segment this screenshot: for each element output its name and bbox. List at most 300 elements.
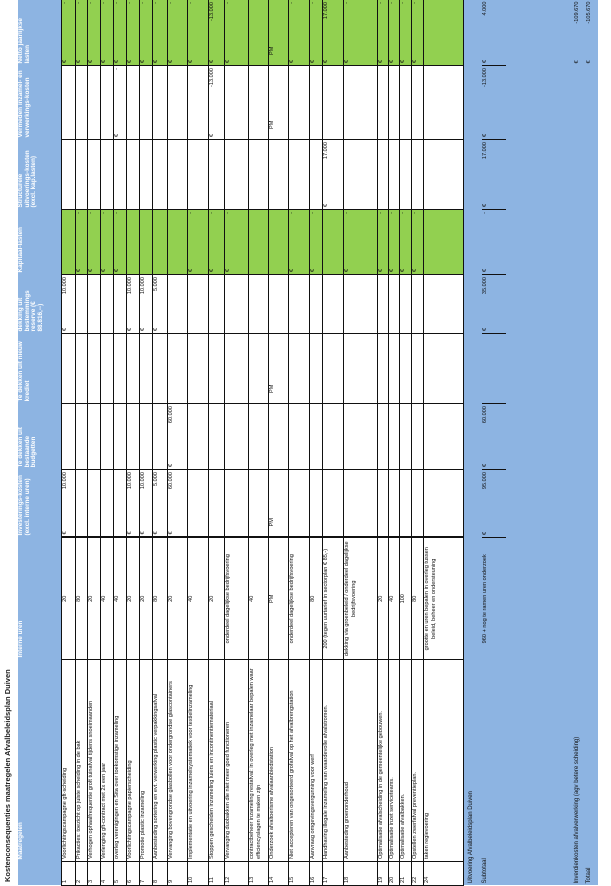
structural-costs-cell bbox=[389, 140, 400, 210]
measure-number: 22 bbox=[412, 862, 424, 886]
net-annual-cell bbox=[389, 0, 400, 66]
reserve-cell bbox=[114, 275, 127, 334]
money-value bbox=[378, 212, 385, 272]
subtotal-row bbox=[482, 0, 506, 886]
reserve-cell bbox=[127, 275, 140, 334]
money-value bbox=[62, 472, 69, 535]
existing-budget-cell bbox=[289, 404, 310, 470]
investment-cell bbox=[378, 470, 389, 538]
reserve-cell bbox=[424, 275, 464, 334]
table-row bbox=[140, 0, 153, 886]
measure-label: Voorlichtingscampagne papierscheiding bbox=[127, 660, 140, 862]
internal-hours: onderdeel dagelijkse bedrijfsvoering bbox=[225, 538, 249, 660]
measure-number: 10 bbox=[188, 862, 209, 886]
table-row bbox=[101, 0, 114, 886]
reserve-cell bbox=[400, 275, 412, 334]
currency-symbol: € bbox=[481, 463, 488, 467]
avoided-costs-cell bbox=[153, 66, 168, 140]
page-title: Kostenconsequenties maatregelen Afvalbeleidsplan Duiven bbox=[3, 669, 12, 882]
currency-symbol: € bbox=[400, 59, 406, 63]
currency-symbol: € bbox=[76, 59, 82, 63]
net-annual-cell bbox=[412, 0, 424, 66]
capital-charges-cell bbox=[76, 210, 88, 275]
avoided-costs-cell bbox=[88, 66, 101, 140]
amount: 60.000 bbox=[168, 406, 174, 424]
capital-charges-cell bbox=[140, 210, 153, 275]
table-row bbox=[424, 0, 464, 886]
measure-number: 12 bbox=[225, 862, 249, 886]
avoided-costs-cell bbox=[378, 66, 389, 140]
internal-hours: 80 bbox=[412, 538, 424, 660]
money-value bbox=[412, 2, 419, 63]
amount: -13.000 bbox=[209, 68, 215, 87]
currency-symbol: € bbox=[127, 531, 133, 535]
table-row bbox=[249, 0, 269, 886]
amount: -13.000 bbox=[481, 68, 488, 87]
avoided-costs-cell bbox=[127, 66, 140, 140]
money-value bbox=[482, 472, 489, 535]
table-row bbox=[153, 0, 168, 886]
structural-costs-cell bbox=[424, 140, 464, 210]
internal-hours: 40 bbox=[114, 538, 127, 660]
table-row bbox=[310, 0, 323, 886]
currency-symbol: € bbox=[168, 531, 174, 535]
existing-budget-cell bbox=[400, 404, 412, 470]
internal-hours: 40 bbox=[249, 538, 269, 660]
total-net bbox=[586, 0, 598, 66]
existing-budget-cell bbox=[378, 404, 389, 470]
currency-symbol: € bbox=[412, 268, 418, 272]
new-credit-cell bbox=[310, 334, 323, 404]
new-credit-cell bbox=[188, 334, 209, 404]
capital-charges-cell bbox=[127, 210, 140, 275]
subtotal-existing-budget bbox=[482, 404, 506, 470]
table-row bbox=[389, 0, 400, 886]
measure-label: taken regievoering bbox=[424, 660, 464, 862]
reserve-cell bbox=[378, 275, 389, 334]
avoided-costs-cell bbox=[225, 66, 249, 140]
currency-symbol: € bbox=[88, 268, 94, 272]
amount: - bbox=[225, 212, 231, 214]
currency-symbol: € bbox=[412, 59, 418, 63]
measure-label: Stoppen gescheiden inzameling luiers en incontinentiemateriaal bbox=[209, 660, 225, 862]
money-value bbox=[168, 472, 175, 535]
money-value bbox=[76, 212, 83, 272]
capital-charges-cell bbox=[344, 210, 378, 275]
money-value bbox=[153, 472, 160, 535]
internal-hours: 80 bbox=[153, 538, 168, 660]
pm-value: PM bbox=[269, 384, 275, 393]
amount: - bbox=[225, 2, 231, 4]
total-row bbox=[586, 0, 598, 886]
structural-costs-cell bbox=[127, 140, 140, 210]
net-annual-cell bbox=[209, 0, 225, 66]
subtotal-structural-costs bbox=[482, 140, 506, 210]
subtotal-net-annual bbox=[482, 0, 506, 66]
amount: - bbox=[400, 2, 406, 4]
measure-label: Vervanging duobakken die niet meer goed functioneren bbox=[225, 660, 249, 862]
internal-hours: 20 bbox=[378, 538, 389, 660]
net-annual-cell bbox=[168, 0, 188, 66]
measure-label: Niet accepteren van ongesorteerd grofafval op het afvalbrengstation bbox=[289, 660, 310, 862]
reserve-cell bbox=[323, 275, 344, 334]
avoided-costs-cell bbox=[400, 66, 412, 140]
money-value bbox=[323, 142, 330, 207]
table-row bbox=[400, 0, 412, 886]
net-annual-cell bbox=[140, 0, 153, 66]
avoided-costs-cell bbox=[140, 66, 153, 140]
measure-label: Opstellen zwerfafval preventieplan. bbox=[412, 660, 424, 862]
net-annual-cell bbox=[101, 0, 114, 66]
net-annual-cell bbox=[269, 0, 289, 66]
currency-symbol: € bbox=[101, 268, 107, 272]
existing-budget-cell bbox=[412, 404, 424, 470]
money-value bbox=[378, 2, 385, 63]
header-row bbox=[18, 0, 62, 886]
new-credit-cell bbox=[344, 334, 378, 404]
new-credit-cell bbox=[225, 334, 249, 404]
structural-costs-cell bbox=[249, 140, 269, 210]
amount: - bbox=[310, 2, 316, 4]
internal-hours: grootte en uren bepalen in overleg tussen beleid, beheer en ondersteuning bbox=[424, 538, 464, 660]
table-row bbox=[344, 0, 378, 886]
money-value bbox=[574, 2, 581, 64]
capital-charges-cell bbox=[249, 210, 269, 275]
amount: - bbox=[344, 2, 350, 4]
amount: - bbox=[114, 212, 120, 214]
money-value bbox=[344, 2, 351, 63]
amount: - bbox=[400, 212, 406, 214]
existing-budget-cell bbox=[88, 404, 101, 470]
subtotal-investment bbox=[482, 470, 506, 538]
currency-symbol: € bbox=[573, 60, 580, 64]
inverdien-row bbox=[574, 0, 586, 886]
net-annual-cell bbox=[424, 0, 464, 66]
amount: 17.000 bbox=[323, 2, 329, 20]
avoided-costs-cell bbox=[310, 66, 323, 140]
structural-costs-cell bbox=[188, 140, 209, 210]
reserve-cell bbox=[310, 275, 323, 334]
money-value bbox=[62, 2, 69, 63]
measure-number: 19 bbox=[378, 862, 389, 886]
money-value bbox=[153, 277, 160, 331]
new-credit-cell bbox=[88, 334, 101, 404]
net-annual-cell bbox=[225, 0, 249, 66]
money-value bbox=[225, 2, 232, 63]
table-row bbox=[269, 0, 289, 886]
existing-budget-cell bbox=[127, 404, 140, 470]
amount: - bbox=[289, 212, 295, 214]
amount: - bbox=[378, 212, 384, 214]
internal-hours: 200 (tegen uurtarief in sectorplan € 85,-) bbox=[323, 538, 344, 660]
table-row bbox=[88, 0, 101, 886]
internal-hours: onderdeel dagelijkse bedrijfsvoering bbox=[289, 538, 310, 660]
measure-number: 16 bbox=[310, 862, 323, 886]
inverdien-net bbox=[574, 0, 586, 66]
amount: - bbox=[153, 2, 159, 4]
currency-symbol: € bbox=[310, 59, 316, 63]
net-annual-cell bbox=[153, 0, 168, 66]
structural-costs-cell bbox=[323, 140, 344, 210]
measure-number: 8 bbox=[153, 862, 168, 886]
new-credit-cell bbox=[389, 334, 400, 404]
net-annual-cell bbox=[88, 0, 101, 66]
money-value bbox=[289, 212, 296, 272]
amount: 60.000 bbox=[481, 406, 488, 424]
currency-symbol: € bbox=[140, 531, 146, 535]
currency-symbol: € bbox=[62, 327, 68, 331]
currency-symbol: € bbox=[225, 59, 231, 63]
currency-symbol: € bbox=[114, 268, 120, 272]
capital-charges-cell bbox=[289, 210, 310, 275]
net-annual-cell bbox=[344, 0, 378, 66]
amount: 5.000 bbox=[153, 277, 159, 291]
net-annual-cell bbox=[289, 0, 310, 66]
amount: 4.000 bbox=[481, 1, 488, 16]
currency-symbol: € bbox=[344, 268, 350, 272]
new-credit-cell bbox=[114, 334, 127, 404]
structural-costs-cell bbox=[344, 140, 378, 210]
currency-symbol: € bbox=[140, 327, 146, 331]
table-row bbox=[114, 0, 127, 886]
existing-budget-cell bbox=[389, 404, 400, 470]
reserve-cell bbox=[62, 275, 76, 334]
footer-title: Uitvoering Afvalbeleidsplan Duiven bbox=[464, 0, 482, 886]
amount: - bbox=[378, 2, 384, 4]
reserve-cell bbox=[188, 275, 209, 334]
column-header: dekking uit bestemmings reserve (€ 88.816,--) bbox=[18, 275, 62, 334]
amount: - bbox=[389, 2, 395, 4]
amount: 10.000 bbox=[140, 472, 146, 490]
currency-symbol: € bbox=[62, 59, 68, 63]
amount: 5.000 bbox=[153, 472, 159, 486]
measure-number: 1 bbox=[62, 862, 76, 886]
amount: 10.000 bbox=[127, 277, 133, 295]
investment-cell bbox=[225, 470, 249, 538]
internal-hours: 20 bbox=[127, 538, 140, 660]
investment-cell bbox=[168, 470, 188, 538]
currency-symbol: € bbox=[378, 268, 384, 272]
currency-symbol: € bbox=[481, 59, 488, 63]
money-value bbox=[482, 406, 489, 467]
money-value bbox=[482, 68, 489, 137]
investment-cell bbox=[400, 470, 412, 538]
new-credit-cell bbox=[424, 334, 464, 404]
money-value bbox=[400, 212, 407, 272]
currency-symbol: € bbox=[127, 327, 133, 331]
internal-hours: 100 bbox=[400, 538, 412, 660]
new-credit-cell bbox=[153, 334, 168, 404]
amount: 10.000 bbox=[127, 472, 133, 490]
measure-label: Handhaving illegale inzameling van waardevolle afvalstromen. bbox=[323, 660, 344, 862]
capital-charges-cell bbox=[153, 210, 168, 275]
investment-cell bbox=[412, 470, 424, 538]
currency-symbol: € bbox=[101, 59, 107, 63]
amount: - bbox=[114, 2, 120, 4]
money-value bbox=[323, 2, 330, 63]
amount: -13.000 bbox=[209, 2, 215, 21]
money-value bbox=[127, 277, 134, 331]
amount: - bbox=[289, 2, 295, 4]
money-value bbox=[389, 2, 396, 63]
new-credit-cell bbox=[140, 334, 153, 404]
avoided-costs-cell bbox=[289, 66, 310, 140]
reserve-cell bbox=[88, 275, 101, 334]
avoided-costs-cell bbox=[209, 66, 225, 140]
money-value bbox=[140, 2, 147, 63]
pm-value: PM bbox=[269, 120, 275, 129]
currency-symbol: € bbox=[209, 59, 215, 63]
existing-budget-cell bbox=[101, 404, 114, 470]
internal-hours: 80 bbox=[310, 538, 323, 660]
reserve-cell bbox=[153, 275, 168, 334]
reserve-cell bbox=[269, 275, 289, 334]
table-row bbox=[323, 0, 344, 886]
investment-cell bbox=[209, 470, 225, 538]
new-credit-cell bbox=[62, 334, 76, 404]
structural-costs-cell bbox=[209, 140, 225, 210]
reserve-cell bbox=[389, 275, 400, 334]
measure-label: Verlenging gft-contract met 2x een jaar bbox=[101, 660, 114, 862]
money-value bbox=[76, 2, 83, 63]
money-value bbox=[114, 68, 121, 137]
pm-value: PM bbox=[269, 518, 275, 527]
structural-costs-cell bbox=[289, 140, 310, 210]
capital-charges-cell bbox=[225, 210, 249, 275]
money-value bbox=[412, 212, 419, 272]
measure-label: Voorlichtingscampagne gft-scheiding bbox=[62, 660, 76, 862]
money-value bbox=[188, 2, 195, 63]
structural-costs-cell bbox=[76, 140, 88, 210]
currency-symbol: € bbox=[188, 268, 194, 272]
money-value bbox=[62, 277, 69, 331]
structural-costs-cell bbox=[101, 140, 114, 210]
new-credit-cell bbox=[400, 334, 412, 404]
currency-symbol: € bbox=[209, 133, 215, 137]
existing-budget-cell bbox=[209, 404, 225, 470]
investment-cell bbox=[62, 470, 76, 538]
money-value bbox=[209, 2, 216, 63]
avoided-costs-cell bbox=[62, 66, 76, 140]
measure-label: Optimalisatie inzet serviceteams. bbox=[389, 660, 400, 862]
net-annual-cell bbox=[62, 0, 76, 66]
currency-symbol: € bbox=[389, 268, 395, 272]
structural-costs-cell bbox=[114, 140, 127, 210]
currency-symbol: € bbox=[114, 133, 120, 137]
structural-costs-cell bbox=[62, 140, 76, 210]
internal-hours: 20 bbox=[209, 538, 225, 660]
net-annual-cell bbox=[310, 0, 323, 66]
measure-label: Aanbesteding sortering en evt. verwerking plastic verpakkingsafval bbox=[153, 660, 168, 862]
measure-number: 24 bbox=[424, 862, 464, 886]
investment-cell bbox=[249, 470, 269, 538]
capital-charges-cell bbox=[389, 210, 400, 275]
investment-cell bbox=[424, 470, 464, 538]
spacer bbox=[506, 0, 574, 886]
structural-costs-cell bbox=[140, 140, 153, 210]
currency-symbol: € bbox=[389, 59, 395, 63]
existing-budget-cell bbox=[140, 404, 153, 470]
measure-label: Optimalisatie afvalscheiding in de gemeentelijke gebouwen. bbox=[378, 660, 389, 862]
investment-cell bbox=[323, 470, 344, 538]
measure-label: overleg verenigingen en Sita over toekomstige inzameling bbox=[114, 660, 127, 862]
currency-symbol: € bbox=[481, 133, 488, 137]
amount: -105.670 bbox=[585, 1, 592, 24]
new-credit-cell bbox=[378, 334, 389, 404]
new-credit-cell bbox=[289, 334, 310, 404]
reserve-cell bbox=[344, 275, 378, 334]
subtotal-reserve bbox=[482, 275, 506, 334]
currency-symbol: € bbox=[153, 327, 159, 331]
existing-budget-cell bbox=[153, 404, 168, 470]
existing-budget-cell bbox=[249, 404, 269, 470]
spacer-row bbox=[506, 0, 574, 886]
amount: - bbox=[168, 2, 174, 4]
internal-hours: dekking via groenbeleid / onderdeel dagelijkse bedrijfsvoering bbox=[344, 538, 378, 660]
measure-number: 11 bbox=[209, 862, 225, 886]
new-credit-cell bbox=[249, 334, 269, 404]
existing-budget-cell bbox=[62, 404, 76, 470]
amount: - bbox=[310, 212, 316, 214]
measure-number: 4 bbox=[101, 862, 114, 886]
measure-number: 15 bbox=[289, 862, 310, 886]
measure-number: 14 bbox=[269, 862, 289, 886]
internal-hours: PM bbox=[269, 538, 289, 660]
amount: - bbox=[188, 2, 194, 4]
amount: - bbox=[62, 2, 68, 4]
internal-hours: 40 bbox=[389, 538, 400, 660]
money-value bbox=[88, 2, 95, 63]
net-annual-cell bbox=[188, 0, 209, 66]
measure-label: Implementatie en uitvoering inzamelsystematiek voor textielinzameling bbox=[188, 660, 209, 862]
money-value bbox=[88, 212, 95, 272]
capital-charges-cell bbox=[188, 210, 209, 275]
internal-hours: 20 bbox=[62, 538, 76, 660]
currency-symbol: € bbox=[481, 327, 488, 331]
measure-label: Onderzoek afvaltoerisme afvalaanbiedstation bbox=[269, 660, 289, 862]
table-row bbox=[412, 0, 424, 886]
measure-number: 6 bbox=[127, 862, 140, 886]
table-row bbox=[209, 0, 225, 886]
amount: - bbox=[88, 2, 94, 4]
column-header: Te dekken uit nieuw krediet bbox=[18, 334, 62, 404]
currency-symbol: € bbox=[127, 59, 133, 63]
money-value bbox=[482, 277, 489, 331]
structural-costs-cell bbox=[269, 140, 289, 210]
amount: - bbox=[140, 2, 146, 4]
cost-table bbox=[18, 0, 598, 886]
amount: - bbox=[412, 2, 418, 4]
currency-symbol: € bbox=[310, 268, 316, 272]
amount: - bbox=[209, 212, 215, 214]
column-header: Interne uren bbox=[18, 538, 62, 660]
amount: - bbox=[188, 212, 194, 214]
amount: - bbox=[76, 212, 82, 214]
currency-symbol: € bbox=[225, 268, 231, 272]
new-credit-cell bbox=[323, 334, 344, 404]
money-value bbox=[400, 2, 407, 63]
new-credit-cell bbox=[209, 334, 225, 404]
currency-symbol: € bbox=[378, 59, 384, 63]
capital-charges-cell bbox=[323, 210, 344, 275]
reserve-cell bbox=[101, 275, 114, 334]
avoided-costs-cell bbox=[101, 66, 114, 140]
currency-symbol: € bbox=[344, 59, 350, 63]
avoided-costs-cell bbox=[389, 66, 400, 140]
net-annual-cell bbox=[400, 0, 412, 66]
avoided-costs-cell bbox=[269, 66, 289, 140]
net-annual-cell bbox=[76, 0, 88, 66]
